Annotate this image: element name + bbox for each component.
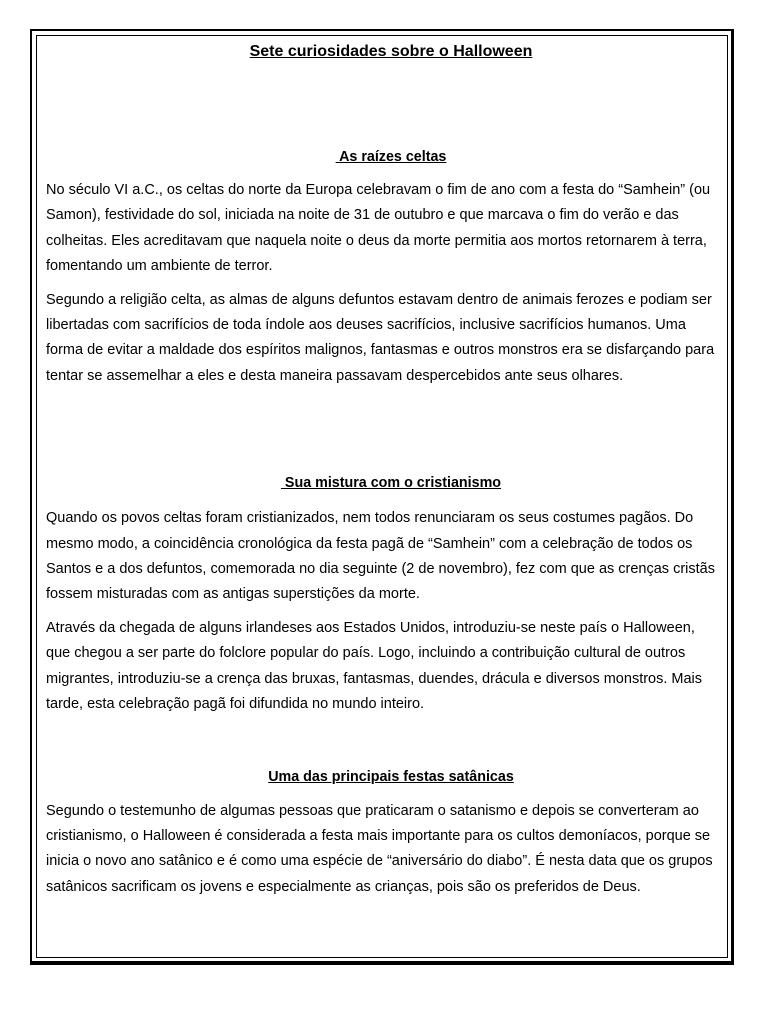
document-title-text: Sete curiosidades sobre o Halloween: [249, 43, 533, 60]
section-heading-christianity: [46, 473, 722, 493]
paragraph: Segundo o testemunho de algumas pessoas que praticaram o satanismo e depois se converteram ao cristianismo, o Halloween é considerada a festa mais importante para os cultos demoníacos, porque se inicia o novo ano satânico e é como uma espécie de “aniversário do diabo”. É nesta data que os grupos satânicos sacrificam os jovens e especialmente as crianças, pois são os preferidos de Deus.: [46, 802, 713, 895]
paragraph: No século VI a.C., os celtas do norte da Europa celebravam o fim de ano com a festa do “Samhein” (ou Samon), festividade do sol, iniciada na noite de 31 de outubro e que marcava o fim do verão e das colheitas. Eles acreditavam que naquela noite o deus da morte permitia aos mortos retornarem à terra, fomentando um ambiente de terror.: [46, 182, 711, 275]
paragraph: Segundo a religião celta, as almas de alguns defuntos estavam dentro de animais ferozes e podiam ser libertadas com sacrifícios de toda índole aos deuses sacrifícios, inclusive sacrifícios humanos. Uma forma de evitar a maldade dos espíritos malignos, fantasmas e outros monstros era se disfarçando para tentar se assemelhar a eles e desta maneira passavam despercebidos ante seus olhares.: [46, 291, 715, 384]
section-heading-satanic-festival: [46, 767, 722, 787]
section-heading-text: As raízes celtas: [335, 149, 447, 165]
document-body: [46, 38, 722, 900]
paragraph: Através da chegada de alguns irlandeses aos Estados Unidos, introduziu-se neste país o Halloween, que chegou a ser parte do folclore popular do país. Logo, incluindo a contribuição cultural de outros migrantes, introduziu-se a crença das bruxas, fantasmas, duendes, drácula e diversos monstros. Mais tarde, esta celebração pagã foi difundida no mundo inteiro.: [46, 619, 703, 713]
section-heading-celtic-roots: [46, 147, 722, 167]
paragraph: Quando os povos celtas foram cristianizados, nem todos renunciaram os seus costumes pagãos. Do mesmo modo, a coincidência cronológica da festa pagã de “Samhein” com a celebração de todos os Santos e a dos defuntos, comemorada no dia seguinte (2 de novembro), fez com que as crenças cristãs fossem misturadas com as antigas superstições da morte.: [46, 510, 715, 603]
section-heading-text: Uma das principais festas satânicas: [268, 768, 514, 785]
document-title: [46, 38, 722, 66]
section-heading-text: Sua mistura com o cristianismo: [280, 475, 502, 492]
